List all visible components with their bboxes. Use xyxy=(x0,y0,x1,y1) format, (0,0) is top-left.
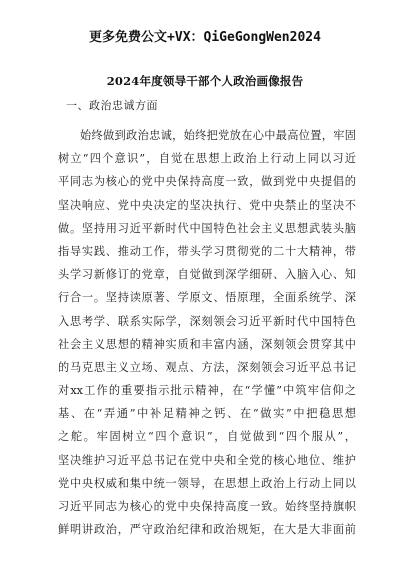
paragraph-line: 对xx工作的重要指示批示精神，在“学懂”中筑牢信仰之 xyxy=(58,384,356,398)
body-paragraph xyxy=(58,124,356,541)
paragraph-line: 指导实践、推动工作，带头学习贯彻党的二十大精神，带 xyxy=(58,244,356,258)
paragraph-line: 基、在“弄通”中补足精神之钙、在“做实”中把稳思想 xyxy=(58,407,356,421)
paragraph-line: 习近平同志为核心的党中央保持高度一致。始终坚持旗帜 xyxy=(58,500,356,513)
section-heading: 一、政治忠诚方面 xyxy=(66,99,158,112)
paragraph-line: 平同志为核心的党中央保持高度一致，做到党中央提倡的 xyxy=(58,175,356,189)
document-title: 2024年度领导干部个人政治画像报告 xyxy=(106,74,304,88)
paragraph-line: 做。坚持用习近平新时代中国特色社会主义思想武装头脑 xyxy=(58,221,356,235)
paragraph-line: 始终做到政治忠诚，始终把党放在心中最高位置，牢固 xyxy=(80,129,356,142)
paragraph-line: 头学习新修订的党章，自觉做到深学细研、入脑入心、知 xyxy=(58,268,356,282)
promo-banner: 更多免费公文+VX：QiGeGongWen2024 xyxy=(89,30,321,45)
paragraph-line: 的马克思主义立场、观点、方法，深刻领会习近平总书记 xyxy=(58,360,356,374)
paragraph-line: 树立“四个意识”，自觉在思想上政治上行动上同以习近 xyxy=(58,152,356,166)
paragraph-line: 党中央权威和集中统一领导，在思想上政治上行动上同以 xyxy=(58,476,356,490)
paragraph-line: 入思考学、联系实际学，深刻领会习近平新时代中国特色 xyxy=(58,314,356,328)
paragraph-line: 之舵。牢固树立“四个意识”，自觉做到“四个服从”， xyxy=(58,430,356,444)
paragraph-line: 社会主义思想的精神实质和丰富内涵，深刻领会贯穿其中 xyxy=(58,337,356,351)
paragraph-line: 行合一。坚持读原著、学原文、悟原理，全面系统学、深 xyxy=(58,291,356,305)
paragraph-line: 坚决维护习近平总书记在党中央和全党的核心地位、维护 xyxy=(58,453,356,467)
paragraph-line: 鲜明讲政治，严守政治纪律和政治规矩，在大是大非面前 xyxy=(58,523,356,537)
paragraph-line: 坚决响应、党中央决定的坚决执行、党中央禁止的坚决不 xyxy=(58,198,356,212)
